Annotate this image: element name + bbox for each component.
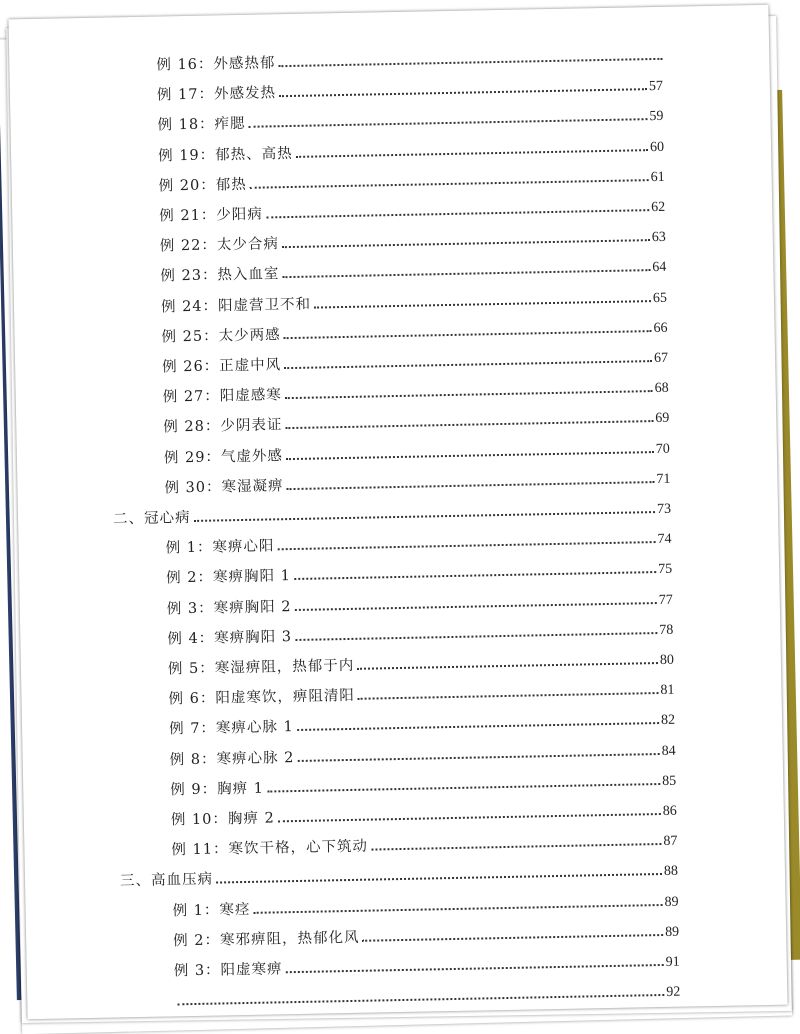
toc-entry-title: 例 26：正虚中风 [162,357,282,376]
toc-entry-title: 例 6：阳虚寒饮，痹阻清阳 [168,688,356,708]
toc-page-number: 73 [656,501,672,518]
toc-entry-row [170,739,676,769]
toc-entry-row [172,890,678,920]
toc-entry-row [167,619,673,649]
toc-page-number: 74 [657,531,672,548]
toc-leader-dots [249,119,648,129]
toc-entry-title: 例 1：寒痹心阳 [165,538,275,557]
toc-entry-row [158,135,664,165]
toc-page-number: 80 [659,652,675,668]
toc-entry-row [159,196,665,226]
toc-page-number: 91 [665,954,680,970]
toc-page-number: 65 [652,290,668,306]
toc-entry-row [174,951,680,981]
toc-page-number: 59 [649,109,664,125]
toc-entry-row [163,377,669,407]
toc-entry-title: 例 18：痄腮 [157,116,246,134]
toc-leader-dots [297,753,659,762]
toc-entry-title: 例 11：寒饮干格，心下筑动 [171,838,369,859]
toc-leader-dots [295,602,657,611]
toc-leader-dots [314,300,651,308]
toc-entry-title: 例 3：阳虚寒痹 [173,961,283,980]
toc-page-number: 82 [660,713,676,729]
toc-entry-title: 例 27：阳虚感寒 [162,387,282,406]
toc-page-number: 87 [663,833,678,850]
toc-entry-row [167,588,673,618]
toc-entry-row [157,75,663,105]
toc-page-number: 57 [648,79,664,95]
toc-leader-dots [295,632,657,641]
toc-entry-row [165,528,671,558]
toc-leader-dots [285,420,653,429]
toc-section-title: 三、高血压病 [119,872,214,890]
toc-entry-title: 例 9：胸痹 1 [170,780,265,799]
toc-page-number: 78 [659,622,674,638]
toc-entry-title: 例 5：寒湿痹阻，热郁于内 [167,657,355,678]
toc-page-number: 66 [653,320,668,336]
toc-leader-dots [294,571,656,580]
toc-leader-dots [371,843,661,851]
toc-leader-dots [283,270,651,279]
toc-entry-row [164,468,670,498]
toc-entry-row [158,166,664,196]
toc-entry-title: 例 28：少阴表证 [163,417,283,436]
toc-page-number: 61 [650,169,665,185]
toc-leader-dots [287,481,655,490]
toc-entry-title: 例 19：郁热、高热 [157,145,293,165]
toc-entry-row [169,709,675,739]
toc-entry-row [156,45,662,75]
toc-page-number: 67 [653,350,669,367]
toc-page-number: 69 [655,411,670,427]
toc-leader-dots [177,994,664,1005]
toc-entry-title: 例 21：少阳病 [159,206,263,225]
toc-leader-dots [266,209,649,218]
toc-page-number: 62 [651,199,666,216]
toc-leader-dots [296,149,648,158]
toc-leader-dots [286,451,654,460]
toc-leader-dots [363,934,664,942]
toc-entry-title: 例 16：外感热郁 [156,55,276,74]
toc-leader-dots [278,813,661,822]
toc-entry-row [160,256,666,286]
toc-entry-title: 例 22：太少合病 [159,236,280,255]
toc-entry-row [168,679,674,709]
toc-page-number: 89 [664,894,679,910]
toc-leader-dots [286,964,664,973]
toc-page [8,5,787,1019]
toc-leader-dots [253,904,662,914]
toc-entry-title: 例 3：寒痹胸阳 2 [166,598,292,618]
toc-leader-dots [279,88,647,97]
toc-section-row [113,498,671,529]
toc-entry-title: 例 1：寒痉 [172,901,251,919]
toc-page-number: 64 [652,260,667,276]
toc-entry-title: 例 20：郁热 [158,176,247,195]
toc-page-number: 60 [649,139,665,155]
toc-entry-row [161,286,667,316]
toc-leader-dots [284,360,652,369]
toc-leader-dots [194,511,655,522]
toc-leader-dots [278,58,662,67]
toc-entry-title: 例 8：寒痹心脉 2 [169,749,295,769]
toc-entry-title: 例 2：寒邪痹阻，热郁化风 [173,929,360,950]
toc-section-title: 二、冠心病 [112,509,191,528]
toc-page-number: 77 [658,592,673,608]
toc-entry-row [168,649,674,679]
table-of-contents [8,5,787,1019]
toc-entry-row [171,800,677,830]
toc-leader-dots [284,330,652,339]
toc-entry-row [174,981,680,1011]
toc-entry-row [170,770,676,800]
toc-section-row [120,860,678,891]
toc-page-number: 86 [662,803,677,819]
toc-entry-row [163,407,669,437]
toc-entry-title: 例 17：外感发热 [156,85,277,104]
toc-entry-row [164,437,670,467]
toc-entry-row [160,226,666,256]
toc-leader-dots [358,692,659,700]
toc-entry-title: 例 2：寒痹胸阳 1 [166,568,292,587]
toc-entry-row [161,317,667,347]
toc-entry-title: 例 25：太少两感 [161,327,281,346]
toc-page-number: 70 [655,441,670,457]
toc-page-number: 92 [666,984,681,1001]
toc-page-number: 71 [656,471,671,487]
toc-entry-title: 例 24：阳虚营卫不和 [160,296,312,316]
toc-leader-dots [267,783,660,793]
toc-entry-row [166,558,672,588]
toc-entry-title: 例 23：热入血室 [160,266,280,285]
toc-entry-row [157,105,663,135]
toc-leader-dots [216,873,662,884]
toc-page-number: 88 [663,864,679,880]
toc-page-number: 84 [661,743,676,759]
toc-leader-dots [297,722,659,731]
toc-leader-dots [282,239,650,248]
toc-page-number: 89 [664,924,680,940]
toc-entry-title: 例 30：寒湿凝痹 [164,477,284,497]
toc-entry-row [171,830,677,860]
toc-entry-row [162,347,668,377]
toc-page-number: 63 [651,229,666,246]
toc-leader-dots [278,541,656,550]
toc-page-number: 85 [662,773,677,789]
toc-entry-title: 例 7：寒痹心脉 1 [168,719,294,738]
toc-page-number: 68 [654,380,669,397]
toc-page-number: 75 [658,562,673,578]
toc-leader-dots [250,179,649,189]
toc-entry-title: 例 29：气虚外感 [163,447,284,467]
toc-entry-title: 例 4：寒痹胸阳 3 [167,628,293,648]
toc-leader-dots [357,662,658,670]
toc-entry-row [173,920,679,950]
toc-entry-title: 例 10：胸痹 2 [170,810,275,829]
toc-leader-dots [285,390,653,399]
toc-page-number: 81 [660,682,675,699]
